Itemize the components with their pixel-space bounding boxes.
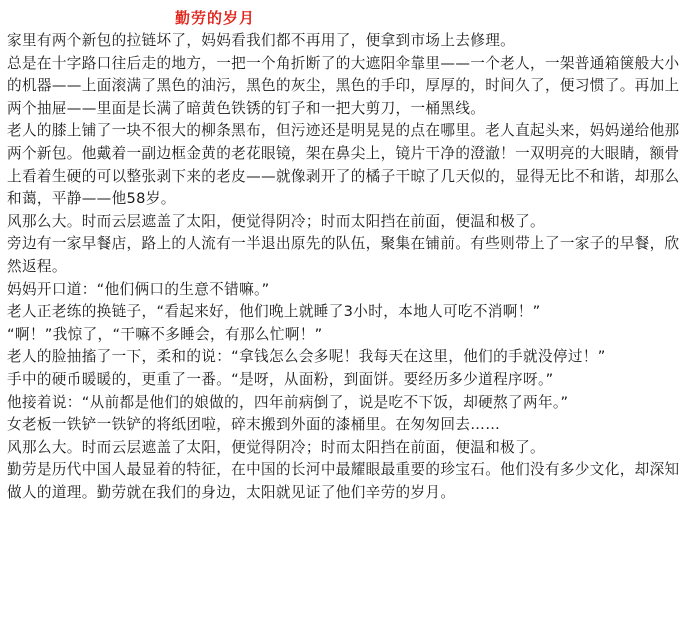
- paragraph-12: 女老板一铁铲一铁铲的将纸团啦，碎末搬到外面的漆桶里。在匆匆回去……: [7, 416, 501, 434]
- essay-title: 勤劳的岁月: [175, 9, 256, 27]
- paragraph-13: 风那么大。时而云层遮盖了太阳，便觉得阴冷；时而太阳挡在前面，便温和极了。: [7, 438, 545, 456]
- paragraph-11: 他接着说：“从前都是他们的娘做的，四年前病倒了，说是吃不下饭，却硬熬了两年。”: [7, 393, 569, 411]
- paragraph-1: 家里有两个新包的拉链坏了，妈妈看我们都不再用了，便拿到市场上去修理。: [7, 32, 516, 49]
- paragraph-10: 手中的硬币暖暖的，更重了一番。“是呀，从面粉，到面饼。要经历多少道程序呀。”: [7, 370, 554, 388]
- paragraph-2: 总是在十字路口往后走的地方，一把一个角折断了的大遮阳伞靠里——一个老人，一架普通箱箧般大小的机器——上面滚满了黑色的油污，黑色的灰尘，黑色的手印，厚厚的，时间久了，便习惯了。再加上两个抽屉——里面是长满了暗黄色铁锈的钉子和一把大剪刀，一桶黑线。: [7, 54, 680, 117]
- paragraph-9: 老人的脸抽搐了一下，柔和的说：“拿钱怎么会多呢！我每天在这里，他们的手就没停过！”: [7, 348, 606, 366]
- paragraph-14: 勤劳是历代中国人最显着的特征，在中国的长河中最耀眼最重要的珍宝石。他们没有多少文化，却深知做人的道理。勤劳就在我们的身边，太阳就见证了他们辛劳的岁月。: [7, 461, 680, 501]
- paragraph-7: 老人正老练的换链子，“看起来好，他们晚上就睡了3小时，本地人可吃不消啊！”: [7, 303, 541, 321]
- paragraph-5: 旁边有一家早餐店，路上的人流有一半退出原先的队伍，聚集在铺前。有些则带上了一家子的早餐，欣然返程。: [7, 235, 680, 275]
- paragraph-6: 妈妈开口道：“他们俩口的生意不错嘛。”: [7, 280, 270, 298]
- paragraph-8: “啊！”我惊了，“干嘛不多睡会，有那么忙啊！”: [7, 325, 323, 343]
- paragraph-4: 风那么大。时而云层遮盖了太阳，便觉得阴冷；时而太阳挡在前面，便温和极了。: [7, 212, 545, 230]
- paragraph-3: 老人的膝上铺了一块不很大的柳条黑布，但污迹还是明晃晃的点在哪里。老人直起头来，妈妈递给他那两个新包。他戴着一副边框金黄的老花眼镜，架在鼻尖上，镜片干净的澄澈！一双明亮的大眼睛，额骨上看着生硬的可以整张剥下来的老皮——就像剥开了的橘子干晾了几天似的，显得无比不和谐，却那么和蔼，平静——他58岁。: [7, 122, 680, 208]
